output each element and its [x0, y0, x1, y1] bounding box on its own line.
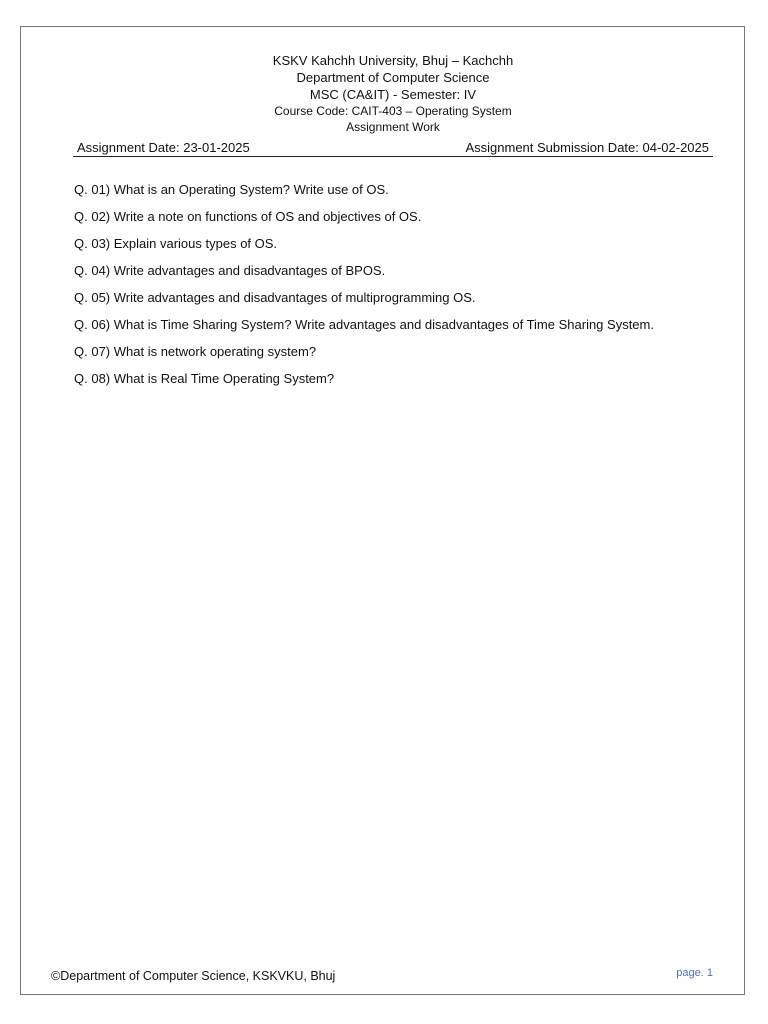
- footer-copyright: ©Department of Computer Science, KSKVKU, Bhuj: [51, 969, 336, 983]
- question-list: [74, 181, 734, 397]
- question-item: Q. 01) What is an Operating System? Write use of OS.: [74, 182, 389, 197]
- dates-row: [73, 140, 713, 157]
- course-code: Course Code: CAIT-403 – Operating System: [274, 104, 512, 118]
- question-item: Q. 03) Explain various types of OS.: [74, 236, 278, 251]
- question-item: Q. 04) Write advantages and disadvantages of BPOS.: [74, 263, 386, 278]
- assignment-date: Assignment Date: 23-01-2025: [77, 140, 250, 155]
- question-item: Q. 07) What is network operating system?: [74, 344, 317, 359]
- program-name: MSC (CA&IT) - Semester: IV: [309, 87, 477, 102]
- submission-date: Assignment Submission Date: 04-02-2025: [465, 140, 709, 155]
- university-name: KSKV Kahchh University, Bhuj – Kachchh: [272, 53, 514, 68]
- department-name: Department of Computer Science: [296, 70, 490, 85]
- work-type: Assignment Work: [346, 120, 440, 134]
- page-number: page. 1: [676, 967, 713, 979]
- question-item: Q. 05) Write advantages and disadvantages of multiprogramming OS.: [74, 290, 476, 305]
- question-item: Q. 08) What is Real Time Operating System?: [74, 371, 335, 386]
- question-item: Q. 06) What is Time Sharing System? Write advantages and disadvantages of Time Sharing System.: [74, 317, 654, 332]
- question-item: Q. 02) Write a note on functions of OS and objectives of OS.: [74, 209, 422, 224]
- page-border: [20, 26, 745, 995]
- document-header: [73, 52, 713, 135]
